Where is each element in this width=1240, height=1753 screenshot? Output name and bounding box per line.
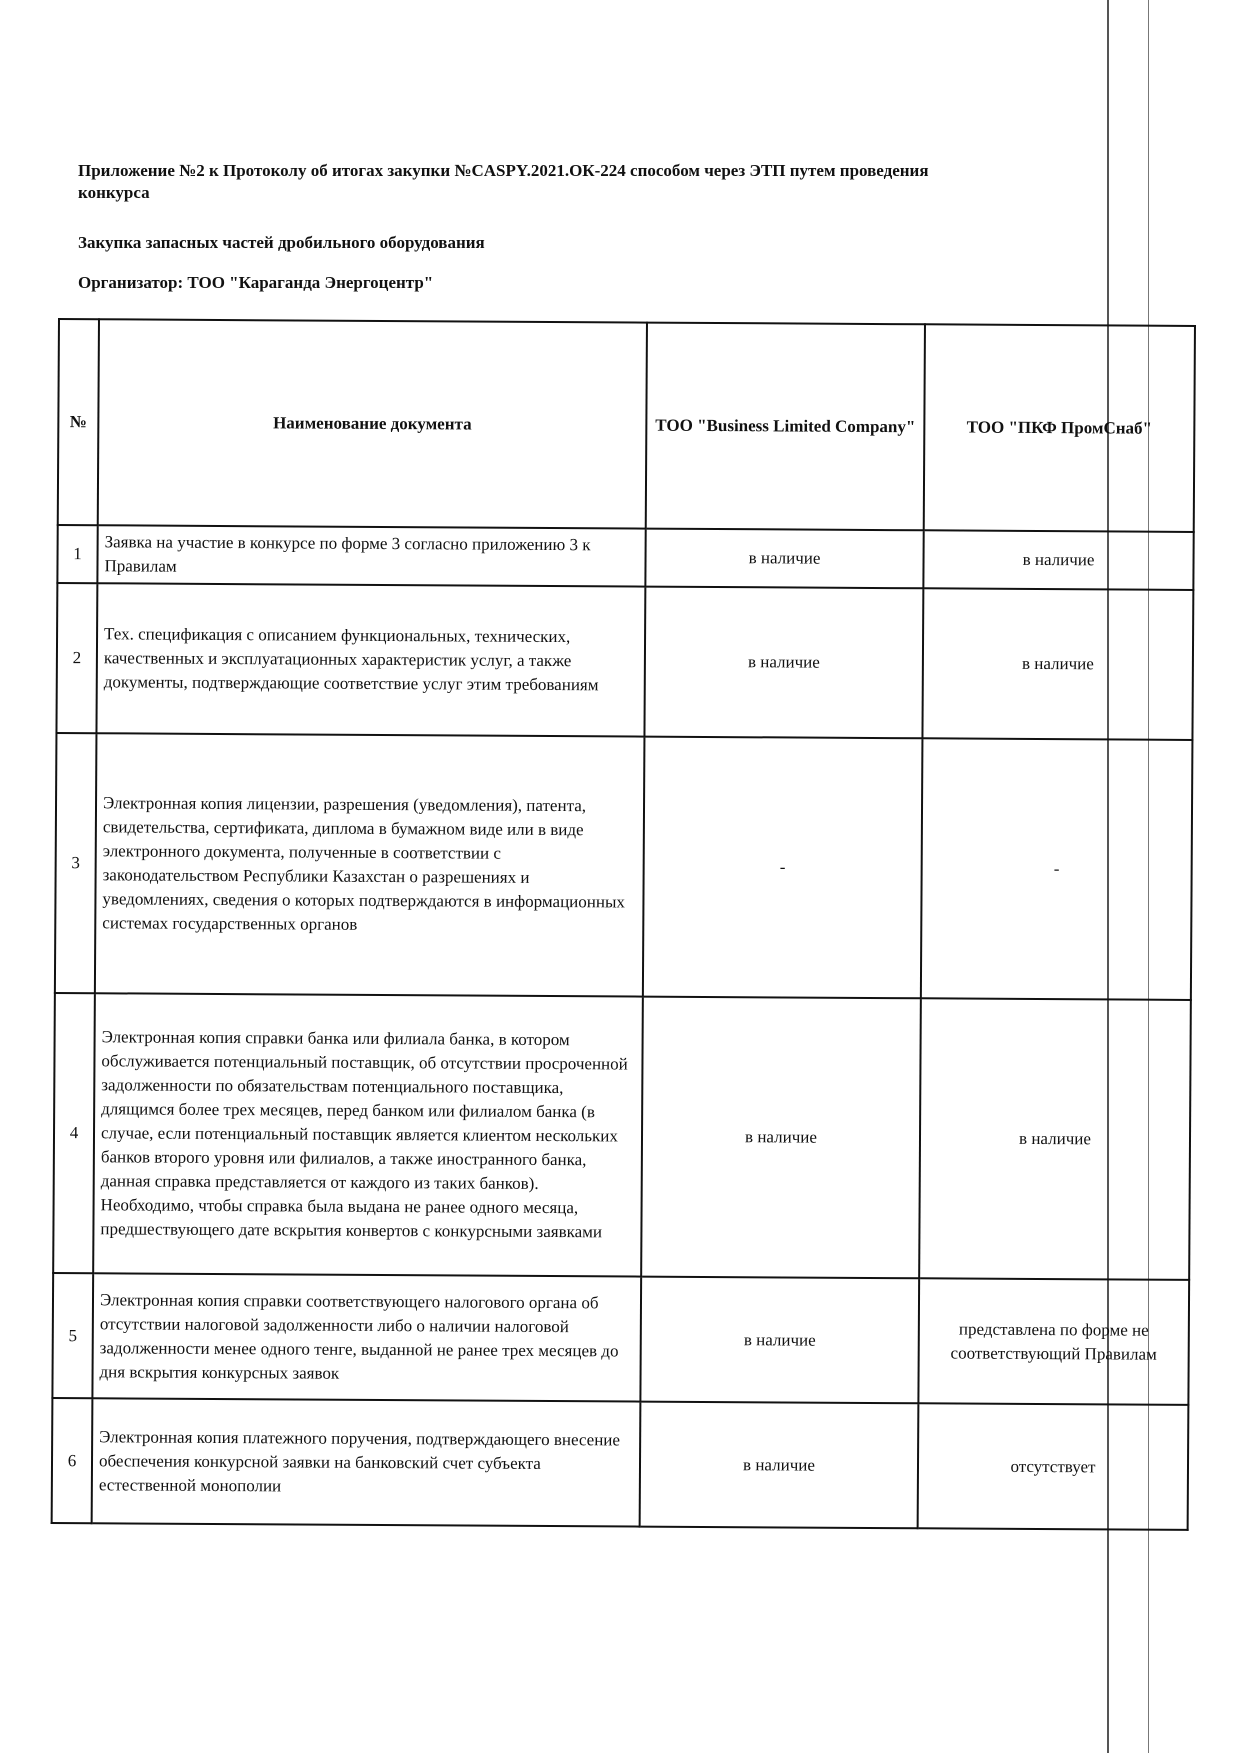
- document-name: Электронная копия справки банка или филиала банка, в котором обслуживается потенциальный поставщик, об отсутствии просроченной задолженности по обязательствам потенциального поставщика, длящимся более трех месяцев, перед банком или филиалом банка (в случае, если потенциальный поставщик является клиентом нескольких банков второго уровня или филиалов, а также иностранного банка, данная справка представляется от каждого из таких банков). Необходимо, чтобы справка была выдана не ранее одного месяца, предшествующего дате вскрытия конвертов с конкурсными заявками: [93, 993, 643, 1276]
- header-supplier-2: ТОО "ПКФ ПромСнаб": [924, 324, 1195, 532]
- document-name: Заявка на участие в конкурсе по форме 3 согласно приложению 3 к Правилам: [97, 525, 645, 586]
- supplier-1-status: -: [643, 737, 923, 999]
- document-name: Тех. спецификация с описанием функциональных, технических, качественных и эксплуатационных характеристик услуг, а также документы, подтверждающие соответствие услуг этим требованиям: [96, 583, 645, 736]
- document-name: Электронная копия лицензии, разрешения (уведомления), патента, свидетельства, сертификата, диплома в бумажном виде или в виде электронного документа, полученные в соответствии с законодательством Республики Казахстан о разрешениях и уведомлениях, сведения о которых подтверждаются в информационных системах государственных органов: [95, 733, 645, 996]
- supplier-1-status: в наличие: [640, 1402, 919, 1529]
- supplier-1-status: в наличие: [645, 529, 923, 589]
- document-title: Приложение №2 к Протоколу об итогах закупки №CASPY.2021.ОК-224 способом через ЭТП путем проведения конкурса: [78, 161, 929, 202]
- table-row: [52, 1398, 1189, 1530]
- row-number: 3: [55, 733, 97, 993]
- table-row: [56, 583, 1193, 740]
- supplier-1-status: в наличие: [644, 587, 923, 739]
- supplier-2-status: в наличие: [923, 530, 1193, 590]
- document-name: Электронная копия платежного поручения, подтверждающего внесение обеспечения конкурсной заявки на банковский счет субъекта естественной монополии: [92, 1398, 641, 1526]
- header-document-name: Наименование документа: [98, 319, 647, 528]
- table-row: [57, 525, 1193, 590]
- organizer-line: Организатор: ТОО "Караганда Энергоцентр": [78, 273, 434, 292]
- table-row: [52, 1273, 1189, 1405]
- header-number: №: [58, 319, 99, 525]
- row-number: 5: [52, 1273, 93, 1398]
- supplier-1-status: в наличие: [640, 1277, 919, 1404]
- row-number: 4: [53, 993, 95, 1273]
- table-header-row: [58, 319, 1195, 532]
- row-number: 6: [52, 1398, 93, 1523]
- supplier-2-status: в наличие: [919, 998, 1191, 1280]
- procurement-subject: Закупка запасных частей дробильного оборудования: [78, 233, 485, 252]
- supplier-2-status: в наличие: [922, 588, 1193, 740]
- supplier-2-status: отсутствует: [918, 1403, 1189, 1530]
- row-number: 1: [57, 525, 97, 583]
- document-name: Электронная копия справки соответствующего налогового органа об отсутствии налоговой задолженности либо о наличии налоговой задолженности менее одного тенге, выданной не ранее трех месяцев до дня вскрытия конкурсных заявок: [92, 1273, 641, 1401]
- supplier-1-status: в наличие: [641, 997, 921, 1279]
- table-row: [53, 993, 1191, 1280]
- supplier-2-status: -: [921, 738, 1193, 1000]
- header-supplier-1: ТОО "Business Limited Company": [646, 323, 925, 531]
- supplier-2-status: представлена по форме не соответствующий Правилам: [918, 1278, 1189, 1405]
- documents-table: [51, 318, 1196, 1531]
- row-number: 2: [56, 583, 97, 733]
- table-row: [55, 733, 1193, 1000]
